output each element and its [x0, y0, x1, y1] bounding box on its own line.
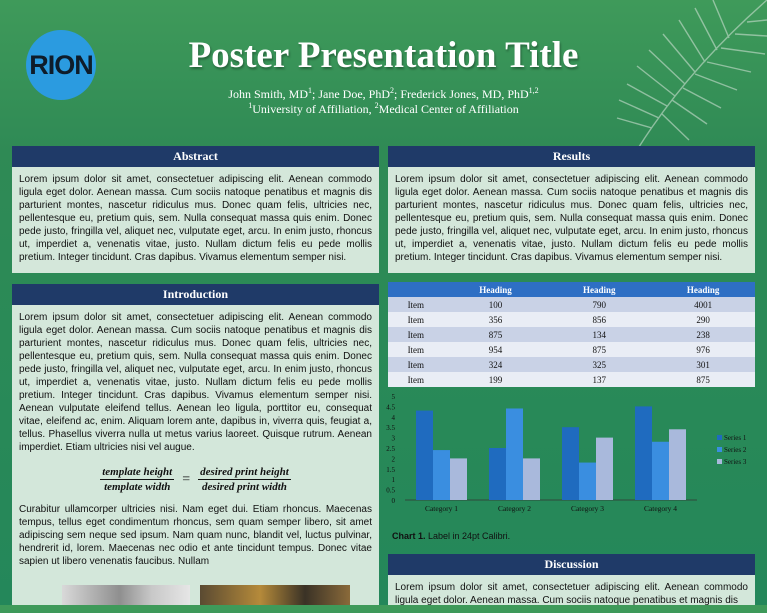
results-heading: Results	[388, 146, 755, 167]
legend-swatch	[717, 447, 722, 452]
author-name: ; Jane Doe, PhD	[312, 87, 391, 101]
table-cell: 954	[444, 342, 548, 357]
bar	[416, 411, 433, 500]
author-name: ; Frederick Jones, MD, PhD	[394, 87, 529, 101]
results-table	[388, 282, 755, 387]
table-cell: 356	[444, 312, 548, 327]
formula-right-fraction	[198, 466, 291, 493]
table-row	[388, 357, 755, 372]
bar	[523, 458, 540, 500]
author-line	[0, 86, 767, 102]
bar	[669, 429, 686, 500]
table-cell: 325	[547, 357, 651, 372]
introduction-text-continued: Curabitur ullamcorper ultricies nisi. Nam eget dui. Etiam rhoncus. Maecenas tempus, tellus eget condimentum rhoncus, sem quam semper libero, sit amet adipiscing sem neque sed ipsum. Nam quam nunc, blandit vel, luctus pulvinar, hendrerit id, lorem. Maecenas nec odio et ante tincidunt tempus. Donec vitae sapien ut libero venenatis faucibus. Nullam	[19, 504, 372, 567]
bar	[579, 463, 596, 500]
affiliation-line	[0, 101, 767, 117]
formula-left-numerator: template height	[102, 466, 173, 478]
table-cell: 199	[444, 372, 548, 387]
table-row	[388, 312, 755, 327]
x-category-label: Category 1	[424, 504, 459, 513]
table-cell: 137	[547, 372, 651, 387]
y-tick-label: 3.5	[386, 424, 395, 433]
bar	[562, 427, 579, 500]
chart-caption	[392, 531, 510, 541]
x-category-label: Category 3	[570, 504, 605, 513]
table-header-row	[388, 282, 755, 297]
formula-left-fraction	[100, 466, 174, 493]
table-cell: 875	[651, 372, 755, 387]
table-cell: Item	[388, 342, 444, 357]
results-text: Lorem ipsum dolor sit amet, consectetuer adipiscing elit. Aenean commodo ligula eget dolor. Aenean massa. Cum sociis natoque penatibus et magnis dis parturient montes, nascetur ridiculus mus. Donec quam felis, ultricies nec, pellentesque eu, pretium quis, sem. Nulla consequat massa quis enim. Donec pede justo, fringilla vel, aliquet nec, vulputate eget, arcu. In enim justo, rhoncus ut, imperdiet a, venenatis vitae, justo. Nullam dictum felis eu pede mollis pretium. Integer tincidunt. Cras dapibus. Vivamus elementum semper nisi.	[395, 174, 748, 263]
table-row	[388, 372, 755, 387]
discussion-heading: Discussion	[388, 554, 755, 575]
author-name: John Smith, MD	[228, 87, 309, 101]
author-sup: 1,2	[528, 86, 539, 95]
table-header-cell: Heading	[651, 282, 755, 297]
y-tick-label: 1.5	[386, 465, 395, 474]
abstract-heading: Abstract	[12, 146, 379, 167]
y-tick-label: 0.5	[386, 486, 395, 495]
table-cell: 875	[444, 327, 548, 342]
formula-right-numerator: desired print height	[200, 466, 289, 478]
bar	[596, 438, 613, 500]
introduction-panel	[12, 284, 379, 605]
chart-caption-label: Chart 1.	[392, 531, 426, 541]
formula	[12, 466, 379, 493]
table-cell: 4001	[651, 297, 755, 312]
table-cell: Item	[388, 312, 444, 327]
table-cell: 134	[547, 327, 651, 342]
affil-text: Medical Center of Affiliation	[378, 102, 519, 116]
table-cell: Item	[388, 357, 444, 372]
author-sup: 2	[390, 86, 395, 95]
discussion-panel	[388, 554, 755, 605]
y-tick-label: 0	[391, 497, 395, 505]
chart-caption-text: Label in 24pt Calibri.	[425, 531, 511, 541]
table-cell: 238	[651, 327, 755, 342]
table-row	[388, 342, 755, 357]
table-cell: Item	[388, 297, 444, 312]
poster-title: Poster Presentation Title	[188, 35, 579, 76]
affil-text: University of Affiliation,	[252, 102, 375, 116]
table-cell: 790	[547, 297, 651, 312]
table-cell: 100	[444, 297, 548, 312]
table-cell: 290	[651, 312, 755, 327]
bar-chart	[385, 388, 757, 520]
table-header-cell	[388, 282, 444, 297]
table-cell: Item	[388, 327, 444, 342]
author-sup: 1	[308, 86, 313, 95]
affil-sup: 1	[248, 101, 253, 110]
legend-label: Series 2	[724, 446, 747, 454]
rion-logo: RION	[26, 30, 96, 100]
table-cell: 301	[651, 357, 755, 372]
formula-right-denominator: desired print width	[201, 481, 287, 493]
legend-label: Series 1	[724, 434, 747, 442]
abstract-text: Lorem ipsum dolor sit amet, consectetuer adipiscing elit. Aenean commodo ligula eget dolor. Aenean massa. Cum sociis natoque penatibus et magnis dis parturient montes, nascetur ridiculus mus. Donec quam felis, ultricies nec, pellentesque eu, pretium quis, sem. Nulla consequat massa quis enim. Donec pede justo, fringilla vel, aliquet nec, vulputate eget, arcu. In enim justo, rhoncus ut, imperdiet a, venenatis vitae, justo. Nullam dictum felis eu pede mollis pretium. Integer tincidunt. Cras dapibus. Vivamus elementum semper nisi.	[19, 174, 372, 263]
table-row	[388, 327, 755, 342]
y-tick-label: 3	[391, 434, 395, 443]
y-tick-label: 5	[391, 393, 395, 401]
bar	[635, 406, 652, 500]
table-row	[388, 297, 755, 312]
discussion-text: Lorem ipsum dolor sit amet, consectetuer adipiscing elit. Aenean commodo ligula eget dolor. Aenean massa. Cum sociis natoque penatibus et magnis dis	[395, 582, 748, 606]
bar	[433, 450, 450, 500]
x-category-label: Category 4	[643, 504, 678, 513]
bar	[450, 458, 467, 500]
table-cell: 856	[547, 312, 651, 327]
legend-label: Series 3	[724, 458, 747, 466]
stethoscope-photo	[62, 585, 190, 605]
bar	[652, 442, 669, 500]
abstract-panel	[12, 146, 379, 273]
x-category-label: Category 2	[497, 504, 532, 513]
formula-left-denominator: template width	[104, 481, 171, 493]
y-tick-label: 2.5	[386, 445, 395, 453]
formula-equals: =	[182, 471, 191, 487]
table-cell: 324	[444, 357, 548, 372]
legend-swatch	[717, 435, 722, 440]
y-tick-label: 2	[391, 455, 395, 464]
bar	[489, 448, 506, 500]
y-tick-label: 1	[391, 476, 395, 485]
lab-photo	[200, 585, 350, 605]
table-cell: 976	[651, 342, 755, 357]
bar	[506, 408, 523, 500]
y-tick-label: 4	[391, 413, 395, 422]
table-header-cell: Heading	[444, 282, 548, 297]
table-cell: Item	[388, 372, 444, 387]
y-tick-label: 4.5	[386, 403, 395, 412]
results-panel	[388, 146, 755, 273]
affil-sup: 2	[374, 101, 379, 110]
legend-swatch	[717, 459, 722, 464]
introduction-text: Lorem ipsum dolor sit amet, consectetuer adipiscing elit. Aenean commodo ligula eget dolor. Aenean massa. Cum sociis natoque penatibus et magnis dis parturient montes, nascetur ridiculus mus. Donec quam felis, ultricies nec, pellentesque eu, pretium quis, sem. Nulla consequat massa quis enim. Donec pede justo, fringilla vel, aliquet nec, vulputate eget, arcu. In enim justo, rhoncus ut, imperdiet a, venenatis vitae, justo. Nullam dictum felis eu pede mollis pretium. Integer tincidunt. Cras dapibus. Vivamus elementum semper nisi. Aenean vulputate eleifend tellus. Aenean leo ligula, porttitor eu, consequat vitae, eleifend ac, enim. Aliquam lorem ante, dapibus in, viverra quis, feugiat a, tellus. Phasellus viverra nulla ut metus varius laoreet. Quisque rutrum. Aenean imperdiet. Etiam ultricies nisi vel augue.	[19, 312, 372, 453]
table-cell: 875	[547, 342, 651, 357]
table-header-cell: Heading	[547, 282, 651, 297]
introduction-heading: Introduction	[12, 284, 379, 305]
results-table-panel	[388, 282, 755, 385]
